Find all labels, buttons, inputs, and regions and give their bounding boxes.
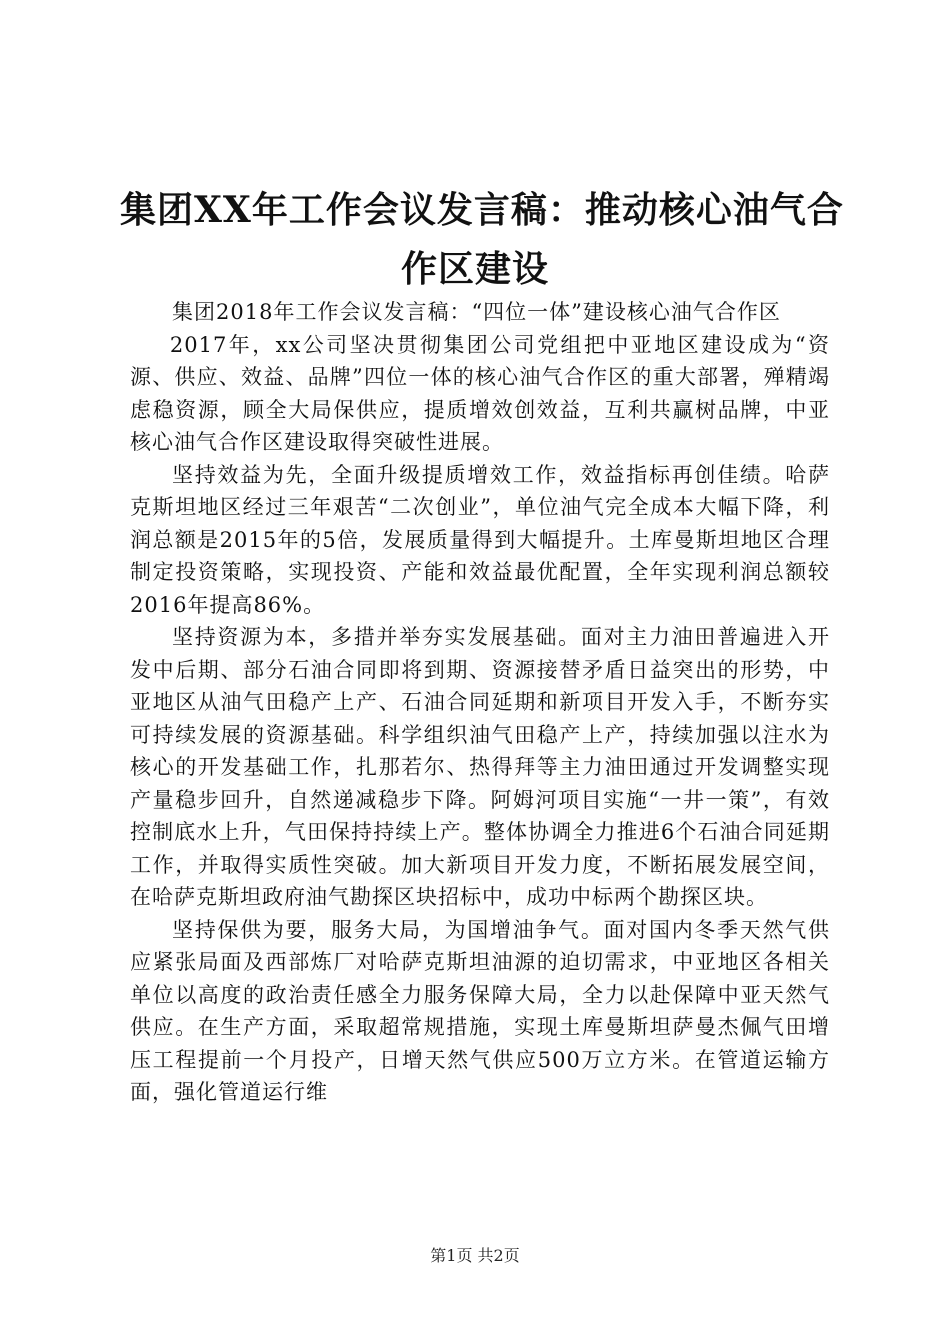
paragraph-supply: 坚持保供为要，服务大局，为国增油争气。面对国内冬季天然气供应紧张局面及西部炼厂对哈萨克斯坦油源的迫切需求，中亚地区各相关单位以高度的政治责任感全力服务保障大局，全力以赴保障中亚天然气供应。在生产方面，采取超常规措施，实现土库曼斯坦萨曼杰佩气田增压工程提前一个月投产，日增天然气供应500万立方米。在管道运输方面，强化管道运行维 (130, 917, 830, 1104)
document-title-line-1: 集团XX年工作会议发言稿：推动核心油气合 (120, 189, 844, 231)
paragraph-efficiency: 坚持效益为先，全面升级提质增效工作，效益指标再创佳绩。哈萨克斯坦地区经过三年艰苦“二次创业”，单位油气完全成本大幅下降，利润总额是2015年的5倍，发展质量得到大幅提升。土库曼斯坦地区合理制定投资策略，实现投资、产能和效益最优配置，全年实现利润总额较2016年提高86%。 (130, 462, 830, 617)
paragraph-resources: 坚持资源为本，多措并举夯实发展基础。面对主力油田普遍进入开发中后期、部分石油合同即将到期、资源接替矛盾日益突出的形势，中亚地区从油气田稳产上产、石油合同延期和新项目开发入手，不断夯实可持续发展的资源基础。科学组织油气田稳产上产，持续加强以注水为核心的开发基础工作，扎那若尔、热得拜等主力油田通过开发调整实现产量稳步回升，自然递减稳步下降。阿姆河项目实施“一井一策”，有效控制底水上升，气田保持持续上产。整体协调全力推进6个石油合同延期工作，并取得实质性突破。加大新项目开发力度，不断拓展发展空间，在哈萨克斯坦政府油气勘探区块招标中，成功中标两个勘探区块。 (130, 625, 830, 909)
paragraph-intro: 2017年，xx公司坚决贯彻集团公司党组把中亚地区建设成为“资源、供应、效益、品牌”四位一体的核心油气合作区的重大部署，殚精竭虑稳资源，顾全大局保供应，提质增效创效益，互利共赢树品牌，中亚核心油气合作区建设取得突破性进展。 (130, 332, 830, 454)
paragraph-subtitle: 集团2018年工作会议发言稿：“四位一体”建设核心油气合作区 (172, 300, 781, 324)
document-title-line-2: 作区建设 (400, 248, 549, 290)
page-number-footer: 第1页 共2页 (430, 1246, 520, 1265)
document-body (130, 296, 830, 1109)
